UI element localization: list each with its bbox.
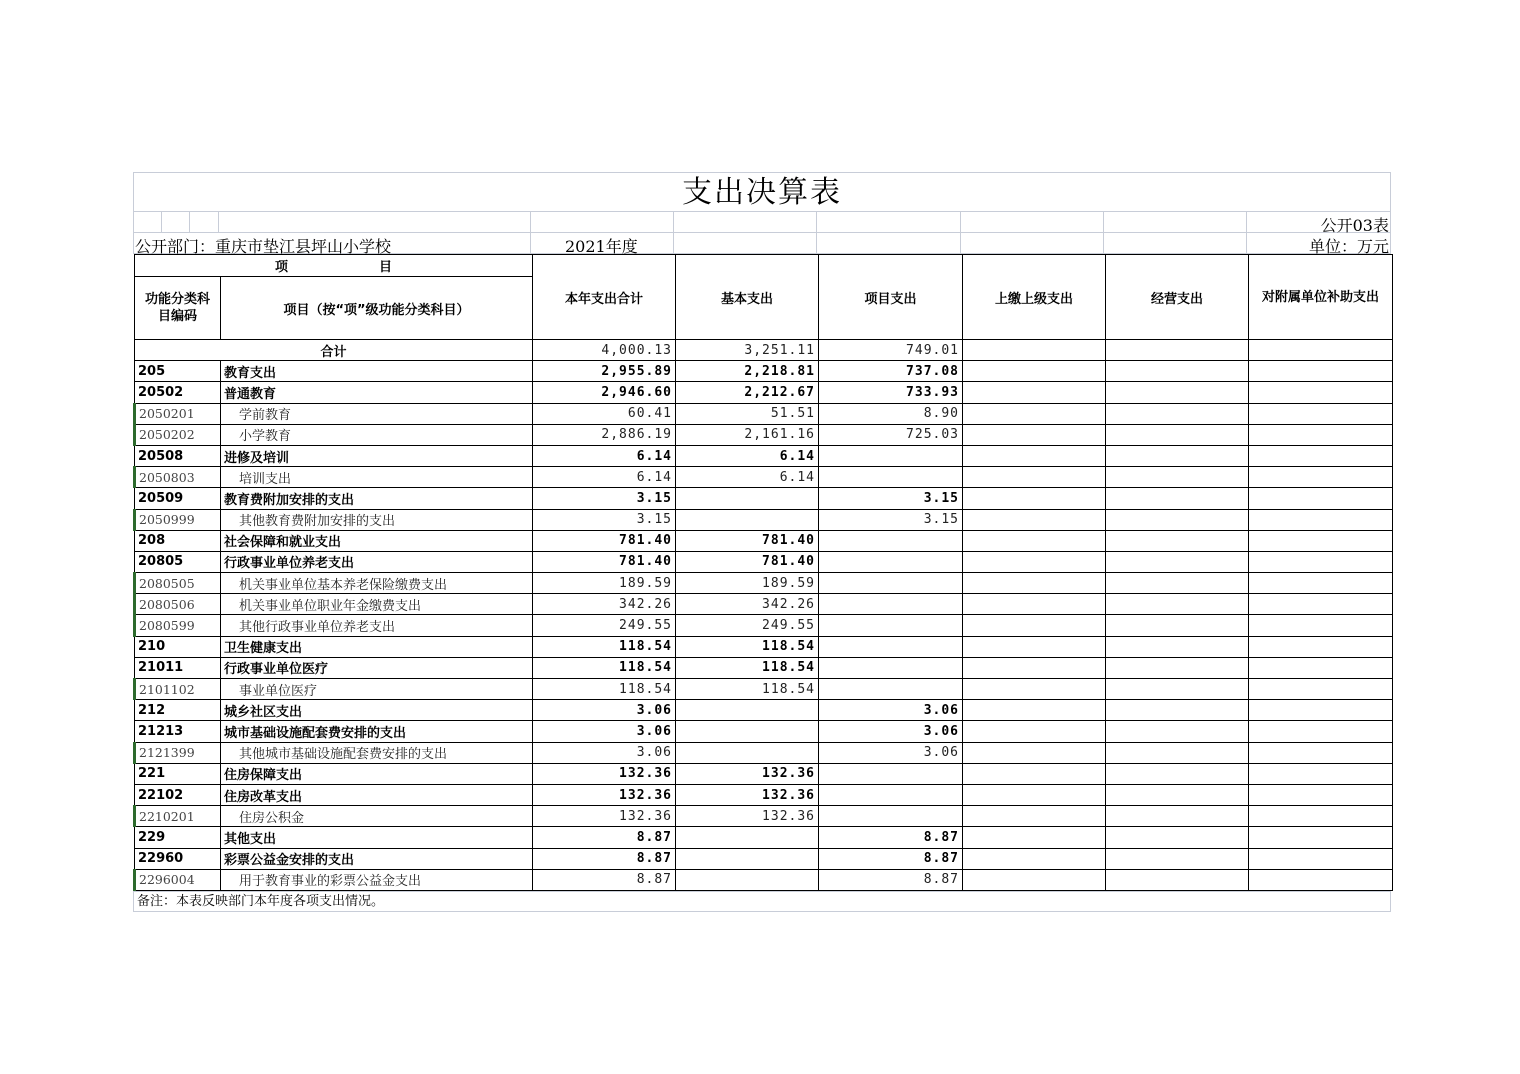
row-name: 城乡社区支出 bbox=[221, 700, 533, 721]
cell-subsidy bbox=[1249, 509, 1393, 530]
grid-cell bbox=[961, 212, 1104, 233]
table-row bbox=[135, 763, 1393, 784]
cell-total: 3.06 bbox=[533, 742, 676, 763]
grid-cell bbox=[817, 233, 961, 254]
cell-subsidy bbox=[1249, 679, 1393, 700]
header-name: 项目（按“项”级功能分类科目） bbox=[221, 277, 533, 340]
cell-upper bbox=[963, 784, 1106, 805]
cell-total: 3.15 bbox=[533, 509, 676, 530]
row-name: 学前教育 bbox=[221, 403, 533, 424]
cell-total: 4,000.13 bbox=[533, 340, 676, 361]
cell-basic bbox=[676, 827, 819, 848]
table-row bbox=[135, 594, 1393, 615]
row-name: 事业单位医疗 bbox=[221, 679, 533, 700]
cell-operate bbox=[1106, 488, 1249, 509]
row-name: 机关事业单位基本养老保险缴费支出 bbox=[221, 573, 533, 594]
table-row bbox=[135, 530, 1393, 551]
cell-upper bbox=[963, 594, 1106, 615]
row-name: 住房保障支出 bbox=[221, 763, 533, 784]
row-name: 彩票公益金安排的支出 bbox=[221, 848, 533, 869]
row-name: 行政事业单位医疗 bbox=[221, 657, 533, 678]
row-code: 2050201 bbox=[135, 403, 221, 424]
cell-basic bbox=[676, 488, 819, 509]
row-name: 住房公积金 bbox=[221, 806, 533, 827]
row-code: 2050999 bbox=[135, 509, 221, 530]
expenditure-table bbox=[133, 254, 1393, 891]
cell-item bbox=[819, 784, 963, 805]
table-row bbox=[135, 700, 1393, 721]
row-code: 22960 bbox=[135, 848, 221, 869]
table-row bbox=[135, 806, 1393, 827]
cell-subsidy bbox=[1249, 573, 1393, 594]
row-code: 21213 bbox=[135, 721, 221, 742]
cell-total: 2,946.60 bbox=[533, 382, 676, 403]
cell-total: 189.59 bbox=[533, 573, 676, 594]
cell-basic: 781.40 bbox=[676, 551, 819, 572]
footnote: 备注：本表反映部门本年度各项支出情况。 bbox=[133, 891, 1391, 912]
cell-total: 132.36 bbox=[533, 806, 676, 827]
row-code: 229 bbox=[135, 827, 221, 848]
row-name: 其他城市基础设施配套费安排的支出 bbox=[221, 742, 533, 763]
cell-operate bbox=[1106, 848, 1249, 869]
department-label: 公开部门：重庆市垫江县坪山小学校 bbox=[135, 237, 392, 256]
cell-item: 3.06 bbox=[819, 700, 963, 721]
cell-item: 8.90 bbox=[819, 403, 963, 424]
header-code: 功能分类科目编码 bbox=[135, 277, 221, 340]
cell-basic: 2,212.67 bbox=[676, 382, 819, 403]
cell-total: 2,955.89 bbox=[533, 361, 676, 382]
cell-subsidy bbox=[1249, 403, 1393, 424]
cell-subsidy bbox=[1249, 806, 1393, 827]
cell-total: 249.55 bbox=[533, 615, 676, 636]
cell-subsidy bbox=[1249, 700, 1393, 721]
cell-subsidy bbox=[1249, 467, 1393, 488]
cell-item: 749.01 bbox=[819, 340, 963, 361]
cell-item: 3.06 bbox=[819, 742, 963, 763]
cell-upper bbox=[963, 445, 1106, 466]
cell-item: 8.87 bbox=[819, 827, 963, 848]
cell-basic: 2,161.16 bbox=[676, 424, 819, 445]
cell-upper bbox=[963, 424, 1106, 445]
cell-upper bbox=[963, 340, 1106, 361]
cell-item: 8.87 bbox=[819, 869, 963, 890]
cell-operate bbox=[1106, 530, 1249, 551]
cell-operate bbox=[1106, 382, 1249, 403]
row-name: 进修及培训 bbox=[221, 445, 533, 466]
cell-total: 8.87 bbox=[533, 827, 676, 848]
table-row bbox=[135, 361, 1393, 382]
cell-total: 6.14 bbox=[533, 445, 676, 466]
cell-upper bbox=[963, 700, 1106, 721]
cell-total: 3.15 bbox=[533, 488, 676, 509]
sum-label: 合计 bbox=[135, 340, 533, 361]
cell-operate bbox=[1106, 742, 1249, 763]
row-name: 卫生健康支出 bbox=[221, 636, 533, 657]
row-name: 其他教育费附加安排的支出 bbox=[221, 509, 533, 530]
header-upper: 上缴上级支出 bbox=[963, 255, 1106, 340]
table-row bbox=[135, 679, 1393, 700]
cell-item: 725.03 bbox=[819, 424, 963, 445]
cell-operate bbox=[1106, 551, 1249, 572]
row-code: 2050803 bbox=[135, 467, 221, 488]
cell-upper bbox=[963, 551, 1106, 572]
table-header bbox=[135, 255, 1393, 340]
table-row bbox=[135, 636, 1393, 657]
header-basic: 基本支出 bbox=[676, 255, 819, 340]
row-code: 2101102 bbox=[135, 679, 221, 700]
cell-basic: 118.54 bbox=[676, 657, 819, 678]
row-name: 教育支出 bbox=[221, 361, 533, 382]
cell-item bbox=[819, 657, 963, 678]
grid-cell bbox=[162, 212, 190, 233]
cell-upper bbox=[963, 509, 1106, 530]
cell-upper bbox=[963, 827, 1106, 848]
cell-basic: 132.36 bbox=[676, 784, 819, 805]
table-row bbox=[135, 573, 1393, 594]
cell-upper bbox=[963, 488, 1106, 509]
cell-subsidy bbox=[1249, 530, 1393, 551]
header-subsidy: 对附属单位补助支出 bbox=[1249, 255, 1393, 340]
cell-basic: 342.26 bbox=[676, 594, 819, 615]
cell-item bbox=[819, 530, 963, 551]
table-row bbox=[135, 467, 1393, 488]
cell-total: 3.06 bbox=[533, 700, 676, 721]
total-row bbox=[135, 340, 1393, 361]
cell-item: 8.87 bbox=[819, 848, 963, 869]
table-number: 公开03表 bbox=[1320, 216, 1389, 235]
cell-subsidy bbox=[1249, 615, 1393, 636]
grid-cell bbox=[1104, 212, 1247, 233]
row-name: 小学教育 bbox=[221, 424, 533, 445]
grid-cell bbox=[674, 212, 817, 233]
fiscal-year: 2021年度 bbox=[565, 237, 638, 256]
row-code: 212 bbox=[135, 700, 221, 721]
cell-total: 6.14 bbox=[533, 467, 676, 488]
cell-operate bbox=[1106, 869, 1249, 890]
header-item: 项目支出 bbox=[819, 255, 963, 340]
cell-total: 118.54 bbox=[533, 679, 676, 700]
cell-basic bbox=[676, 721, 819, 742]
table-row bbox=[135, 445, 1393, 466]
cell-basic bbox=[676, 848, 819, 869]
cell-item: 737.08 bbox=[819, 361, 963, 382]
grid-cell bbox=[1104, 233, 1247, 254]
row-code: 2050202 bbox=[135, 424, 221, 445]
cell-basic bbox=[676, 700, 819, 721]
cell-subsidy bbox=[1249, 869, 1393, 890]
cell-subsidy bbox=[1249, 827, 1393, 848]
cell-operate bbox=[1106, 615, 1249, 636]
cell-upper bbox=[963, 361, 1106, 382]
cell-upper bbox=[963, 636, 1106, 657]
grid-cell bbox=[674, 233, 817, 254]
cell-upper bbox=[963, 679, 1106, 700]
cell-operate bbox=[1106, 594, 1249, 615]
row-code: 21011 bbox=[135, 657, 221, 678]
table-row bbox=[135, 827, 1393, 848]
row-name: 其他支出 bbox=[221, 827, 533, 848]
cell-operate bbox=[1106, 340, 1249, 361]
row-name: 教育费附加安排的支出 bbox=[221, 488, 533, 509]
table-body bbox=[135, 340, 1393, 891]
table-row bbox=[135, 509, 1393, 530]
cell-upper bbox=[963, 467, 1106, 488]
cell-upper bbox=[963, 763, 1106, 784]
row-code: 2080505 bbox=[135, 573, 221, 594]
cell-basic bbox=[676, 869, 819, 890]
row-code: 20805 bbox=[135, 551, 221, 572]
table-row bbox=[135, 869, 1393, 890]
row-name: 住房改革支出 bbox=[221, 784, 533, 805]
cell-subsidy bbox=[1249, 848, 1393, 869]
table-row bbox=[135, 403, 1393, 424]
cell-total: 60.41 bbox=[533, 403, 676, 424]
unit-label: 单位：万元 bbox=[1308, 237, 1389, 256]
row-name: 其他行政事业单位养老支出 bbox=[221, 615, 533, 636]
row-code: 208 bbox=[135, 530, 221, 551]
cell-basic: 189.59 bbox=[676, 573, 819, 594]
cell-basic: 118.54 bbox=[676, 679, 819, 700]
cell-operate bbox=[1106, 657, 1249, 678]
row-name: 行政事业单位养老支出 bbox=[221, 551, 533, 572]
table-row bbox=[135, 424, 1393, 445]
cell-subsidy bbox=[1249, 763, 1393, 784]
cell-upper bbox=[963, 806, 1106, 827]
department-row bbox=[133, 233, 1391, 254]
cell-subsidy bbox=[1249, 340, 1393, 361]
row-code: 221 bbox=[135, 763, 221, 784]
cell-item bbox=[819, 806, 963, 827]
grid-cell bbox=[190, 212, 219, 233]
row-code: 20508 bbox=[135, 445, 221, 466]
grid-cell bbox=[817, 212, 961, 233]
cell-total: 342.26 bbox=[533, 594, 676, 615]
cell-operate bbox=[1106, 424, 1249, 445]
cell-subsidy bbox=[1249, 445, 1393, 466]
cell-basic: 3,251.11 bbox=[676, 340, 819, 361]
cell-basic: 2,218.81 bbox=[676, 361, 819, 382]
cell-item bbox=[819, 763, 963, 784]
header-operate: 经营支出 bbox=[1106, 255, 1249, 340]
cell-operate bbox=[1106, 679, 1249, 700]
cell-operate bbox=[1106, 700, 1249, 721]
row-code: 22102 bbox=[135, 784, 221, 805]
cell-operate bbox=[1106, 784, 1249, 805]
row-code: 2080599 bbox=[135, 615, 221, 636]
cell-basic bbox=[676, 509, 819, 530]
cell-upper bbox=[963, 721, 1106, 742]
cell-upper bbox=[963, 382, 1106, 403]
row-code: 2080506 bbox=[135, 594, 221, 615]
header-project: 项 目 bbox=[135, 255, 533, 277]
cell-basic: 6.14 bbox=[676, 445, 819, 466]
cell-item bbox=[819, 594, 963, 615]
cell-basic: 118.54 bbox=[676, 636, 819, 657]
table-row bbox=[135, 657, 1393, 678]
cell-total: 132.36 bbox=[533, 784, 676, 805]
cell-subsidy bbox=[1249, 382, 1393, 403]
cell-item bbox=[819, 615, 963, 636]
cell-total: 781.40 bbox=[533, 530, 676, 551]
cell-subsidy bbox=[1249, 784, 1393, 805]
grid-cell bbox=[133, 212, 162, 233]
table-row bbox=[135, 784, 1393, 805]
cell-upper bbox=[963, 657, 1106, 678]
cell-basic: 132.36 bbox=[676, 806, 819, 827]
cell-operate bbox=[1106, 509, 1249, 530]
cell-upper bbox=[963, 742, 1106, 763]
table-row bbox=[135, 742, 1393, 763]
row-name: 普通教育 bbox=[221, 382, 533, 403]
cell-total: 781.40 bbox=[533, 551, 676, 572]
table-number-row bbox=[133, 212, 1391, 233]
table-row bbox=[135, 848, 1393, 869]
cell-total: 8.87 bbox=[533, 848, 676, 869]
cell-upper bbox=[963, 848, 1106, 869]
cell-subsidy bbox=[1249, 551, 1393, 572]
cell-subsidy bbox=[1249, 636, 1393, 657]
cell-subsidy bbox=[1249, 742, 1393, 763]
table-row bbox=[135, 721, 1393, 742]
cell-operate bbox=[1106, 403, 1249, 424]
cell-upper bbox=[963, 403, 1106, 424]
cell-operate bbox=[1106, 827, 1249, 848]
cell-total: 8.87 bbox=[533, 869, 676, 890]
cell-basic: 249.55 bbox=[676, 615, 819, 636]
header-total: 本年支出合计 bbox=[533, 255, 676, 340]
cell-operate bbox=[1106, 721, 1249, 742]
row-name: 用于教育事业的彩票公益金支出 bbox=[221, 869, 533, 890]
cell-total: 3.06 bbox=[533, 721, 676, 742]
cell-subsidy bbox=[1249, 721, 1393, 742]
row-name: 培训支出 bbox=[221, 467, 533, 488]
cell-upper bbox=[963, 615, 1106, 636]
cell-operate bbox=[1106, 763, 1249, 784]
row-name: 机关事业单位职业年金缴费支出 bbox=[221, 594, 533, 615]
cell-operate bbox=[1106, 573, 1249, 594]
cell-subsidy bbox=[1249, 424, 1393, 445]
cell-item: 3.06 bbox=[819, 721, 963, 742]
table-row bbox=[135, 551, 1393, 572]
table-row bbox=[135, 382, 1393, 403]
cell-basic: 132.36 bbox=[676, 763, 819, 784]
row-code: 20502 bbox=[135, 382, 221, 403]
cell-item bbox=[819, 445, 963, 466]
cell-operate bbox=[1106, 636, 1249, 657]
cell-basic: 6.14 bbox=[676, 467, 819, 488]
cell-item: 3.15 bbox=[819, 488, 963, 509]
cell-upper bbox=[963, 869, 1106, 890]
cell-item bbox=[819, 636, 963, 657]
table-row bbox=[135, 615, 1393, 636]
row-code: 2210201 bbox=[135, 806, 221, 827]
cell-subsidy bbox=[1249, 657, 1393, 678]
cell-operate bbox=[1106, 361, 1249, 382]
grid-cell bbox=[961, 233, 1104, 254]
table-row bbox=[135, 488, 1393, 509]
cell-total: 118.54 bbox=[533, 657, 676, 678]
cell-total: 2,886.19 bbox=[533, 424, 676, 445]
row-name: 城市基础设施配套费安排的支出 bbox=[221, 721, 533, 742]
cell-item: 3.15 bbox=[819, 509, 963, 530]
cell-total: 132.36 bbox=[533, 763, 676, 784]
cell-subsidy bbox=[1249, 361, 1393, 382]
cell-basic: 51.51 bbox=[676, 403, 819, 424]
cell-subsidy bbox=[1249, 488, 1393, 509]
grid-cell bbox=[531, 212, 674, 233]
cell-item: 733.93 bbox=[819, 382, 963, 403]
row-code: 20509 bbox=[135, 488, 221, 509]
grid-cell bbox=[219, 212, 531, 233]
cell-upper bbox=[963, 573, 1106, 594]
cell-total: 118.54 bbox=[533, 636, 676, 657]
cell-operate bbox=[1106, 445, 1249, 466]
cell-item bbox=[819, 573, 963, 594]
cell-basic bbox=[676, 742, 819, 763]
row-code: 205 bbox=[135, 361, 221, 382]
row-name: 社会保障和就业支出 bbox=[221, 530, 533, 551]
cell-basic: 781.40 bbox=[676, 530, 819, 551]
cell-item bbox=[819, 679, 963, 700]
row-code: 210 bbox=[135, 636, 221, 657]
row-code: 2296004 bbox=[135, 869, 221, 890]
cell-operate bbox=[1106, 467, 1249, 488]
cell-operate bbox=[1106, 806, 1249, 827]
cell-item bbox=[819, 551, 963, 572]
page-title: 支出决算表 bbox=[133, 172, 1391, 212]
row-code: 2121399 bbox=[135, 742, 221, 763]
cell-item bbox=[819, 467, 963, 488]
cell-subsidy bbox=[1249, 594, 1393, 615]
cell-upper bbox=[963, 530, 1106, 551]
